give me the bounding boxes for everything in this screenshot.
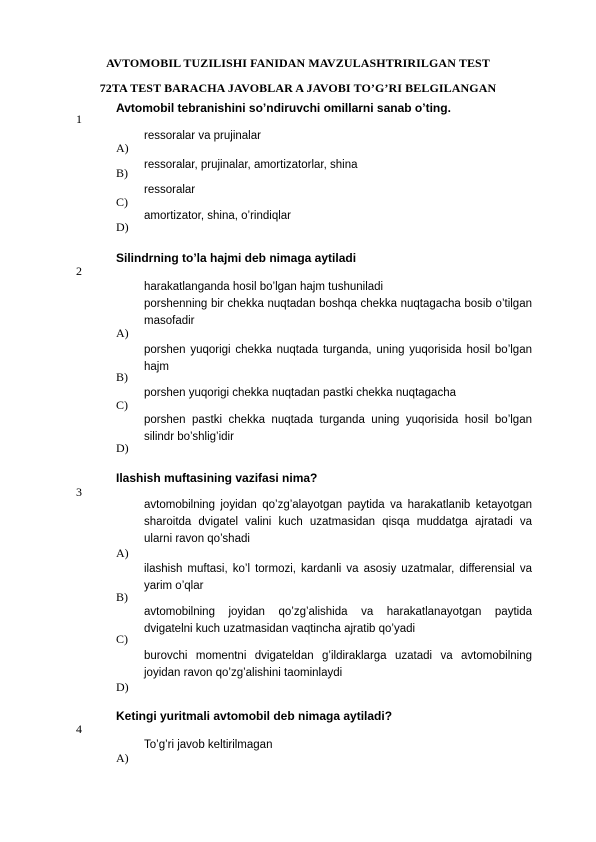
option-text: avtomobilning joyidan qo’zg’alayotgan paytida va harakatlanib ketayotgan sharoitda dvigatel valini kuch uzatmasidan qisqa muddatga ajratadi va ularni ravon qo’shadi xyxy=(144,499,532,545)
option-letter: C) xyxy=(116,398,128,412)
option-text: avtomobilning joyidan qo’zg’alishida va harakatlanayotgan paytida dvigatelni kuch uzatmasidan vaqtincha ajratib qo’yadi xyxy=(144,606,532,635)
option-text: ressoralar, prujinalar, amortizatorlar, shina xyxy=(144,159,358,171)
option-text: porshen yuqorigi chekka nuqtadan pastki chekka nuqtagacha xyxy=(144,387,456,399)
question-number: 2 xyxy=(76,264,82,278)
option-text: ressoralar xyxy=(144,184,196,196)
option-letter: D) xyxy=(116,441,129,455)
option-letter: B) xyxy=(116,590,128,604)
question-text: Ilashish muftasining vazifasi nima? xyxy=(116,471,318,485)
option-letter: D) xyxy=(116,680,129,694)
option-letter: B) xyxy=(116,166,128,180)
option-letter: A) xyxy=(116,546,129,560)
option-letter: D) xyxy=(116,220,129,234)
option-text: To’g’ri javob keltirilmagan xyxy=(144,739,273,751)
option-text: harakatlanganda hosil bo’lgan hajm tushuniladi xyxy=(144,281,384,293)
question-number: 1 xyxy=(76,112,82,126)
option-letter: B) xyxy=(116,370,128,384)
option-letter: A) xyxy=(116,751,129,765)
document-title: AVTOMOBIL TUZILISHI FANIDAN MAVZULASHTRIRILGAN TEST xyxy=(106,56,490,70)
option-letter: C) xyxy=(116,195,128,209)
option-text: porshenning bir chekka nuqtadan boshqa chekka nuqtagacha bosib o’tilgan masofadir xyxy=(144,298,532,327)
question-text: Avtomobil tebranishini so’ndiruvchi omillarni sanab o’ting. xyxy=(116,101,451,115)
question-number: 3 xyxy=(76,485,82,499)
option-text: amortizator, shina, o’rindiqlar xyxy=(144,210,292,222)
question-text: Ketingi yuritmali avtomobil deb nimaga aytiladi? xyxy=(116,709,393,723)
option-letter: A) xyxy=(116,326,129,340)
option-text: porshen pastki chekka nuqtada turganda uning yuqorisida hosil bo’lgan silindr bo’shlig’idir xyxy=(144,414,532,443)
document-subtitle: 72TA TEST BARACHA JAVOBLAR A JAVOBI TO’G’RI BELGILANGAN xyxy=(99,81,497,95)
option-letter: A) xyxy=(116,141,129,155)
option-text: ressoralar va prujinalar xyxy=(144,130,261,142)
option-text: porshen yuqorigi chekka nuqtada turganda, uning yuqorisida hosil bo’lgan hajm xyxy=(144,344,532,373)
option-letter: C) xyxy=(116,632,128,646)
option-text: burovchi momentni dvigateldan g’ildiraklarga uzatadi va avtomobilning joyidan ravon qo’zg’alishini taominlaydi xyxy=(144,650,532,679)
option-text: ilashish muftasi, ko’l tormozi, kardanli va asosiy uzatmalar, differensial va yarim o’qlar xyxy=(144,563,532,592)
question-number: 4 xyxy=(76,722,82,736)
question-text: Silindrning to’la hajmi deb nimaga aytiladi xyxy=(116,251,357,265)
